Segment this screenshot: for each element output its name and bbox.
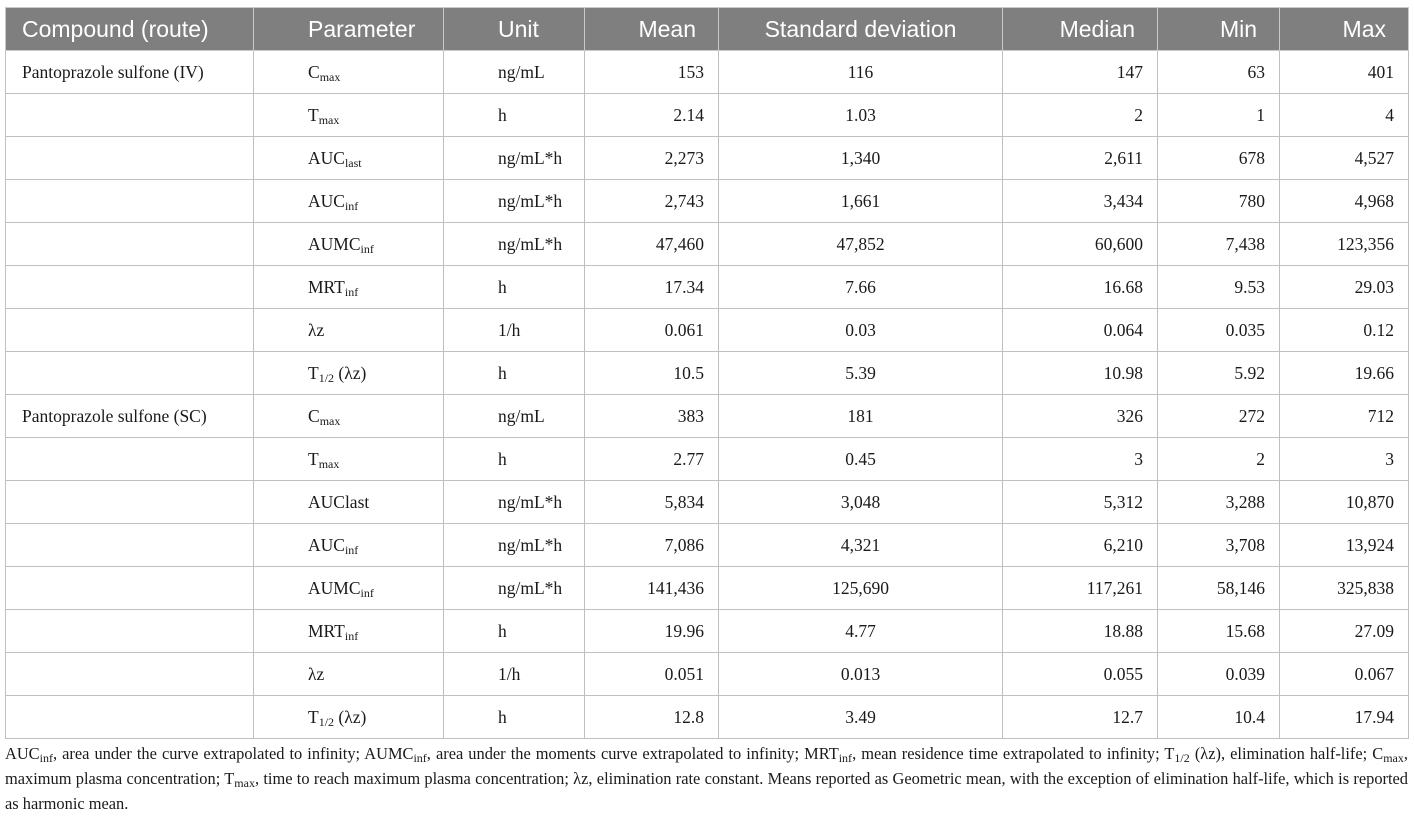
max-cell: 29.03 bbox=[1280, 266, 1409, 309]
sd-cell: 125,690 bbox=[719, 567, 1003, 610]
mean-cell: 153 bbox=[585, 51, 719, 94]
parameter-symbol: AUC bbox=[308, 147, 345, 168]
footnote-subscript: max bbox=[1383, 751, 1404, 765]
footnote-subscript: inf bbox=[413, 751, 427, 765]
unit-cell: ng/mL bbox=[444, 51, 585, 94]
header-median: Median bbox=[1003, 8, 1158, 51]
compound-cell bbox=[6, 653, 254, 696]
mean-cell: 12.8 bbox=[585, 696, 719, 739]
parameter-subscript: inf bbox=[344, 542, 359, 557]
min-cell: 272 bbox=[1158, 395, 1280, 438]
parameter-symbol: AUMC bbox=[308, 577, 361, 598]
median-cell: 10.98 bbox=[1003, 352, 1158, 395]
max-cell: 19.66 bbox=[1280, 352, 1409, 395]
parameter-subscript: inf bbox=[344, 284, 359, 299]
parameter-subscript: max bbox=[318, 456, 340, 471]
parameter-suffix: (λz) bbox=[334, 362, 367, 383]
footnote-text: , area under the curve extrapolated to infinity; AUMC bbox=[52, 744, 414, 763]
header-mean: Mean bbox=[585, 8, 719, 51]
median-cell: 18.88 bbox=[1003, 610, 1158, 653]
table-row bbox=[6, 481, 1409, 524]
footnote-text: AUC bbox=[5, 744, 40, 763]
parameter-cell bbox=[254, 438, 444, 481]
footnote-subscript: max bbox=[234, 776, 255, 790]
median-cell: 3,434 bbox=[1003, 180, 1158, 223]
parameter-cell bbox=[254, 567, 444, 610]
median-cell: 5,312 bbox=[1003, 481, 1158, 524]
unit-cell: ng/mL*h bbox=[444, 524, 585, 567]
mean-cell: 47,460 bbox=[585, 223, 719, 266]
median-cell: 2 bbox=[1003, 94, 1158, 137]
parameter-subscript: max bbox=[319, 69, 341, 84]
table-body bbox=[6, 51, 1409, 739]
table-row bbox=[6, 180, 1409, 223]
mean-cell: 141,436 bbox=[585, 567, 719, 610]
sd-cell: 1,661 bbox=[719, 180, 1003, 223]
median-cell: 16.68 bbox=[1003, 266, 1158, 309]
parameter-cell bbox=[254, 352, 444, 395]
parameter-subscript: last bbox=[344, 155, 362, 170]
compound-cell bbox=[6, 94, 254, 137]
min-cell: 3,708 bbox=[1158, 524, 1280, 567]
min-cell: 9.53 bbox=[1158, 266, 1280, 309]
max-cell: 401 bbox=[1280, 51, 1409, 94]
sd-cell: 181 bbox=[719, 395, 1003, 438]
parameter-cell bbox=[254, 51, 444, 94]
max-cell: 10,870 bbox=[1280, 481, 1409, 524]
unit-cell: h bbox=[444, 352, 585, 395]
min-cell: 3,288 bbox=[1158, 481, 1280, 524]
parameter-symbol: AUClast bbox=[308, 491, 370, 512]
compound-cell: Pantoprazole sulfone (SC) bbox=[6, 395, 254, 438]
footnote-subscript: inf bbox=[39, 751, 53, 765]
table-row bbox=[6, 352, 1409, 395]
table-row bbox=[6, 524, 1409, 567]
median-cell: 3 bbox=[1003, 438, 1158, 481]
unit-cell: ng/mL*h bbox=[444, 223, 585, 266]
table-row bbox=[6, 610, 1409, 653]
sd-cell: 47,852 bbox=[719, 223, 1003, 266]
parameter-subscript: max bbox=[318, 112, 340, 127]
min-cell: 678 bbox=[1158, 137, 1280, 180]
table-row bbox=[6, 696, 1409, 739]
footnote-text: , time to reach maximum plasma concentration; λz, elimination rate constant. Means reported as Geometric mean, with the exception of elimination half-life, which is reported as harmonic mean. bbox=[5, 769, 1408, 813]
sd-cell: 0.45 bbox=[719, 438, 1003, 481]
mean-cell: 2,743 bbox=[585, 180, 719, 223]
min-cell: 7,438 bbox=[1158, 223, 1280, 266]
header-min: Min bbox=[1158, 8, 1280, 51]
unit-cell: 1/h bbox=[444, 309, 585, 352]
header-compound: Compound (route) bbox=[6, 8, 254, 51]
parameter-symbol: AUC bbox=[308, 190, 345, 211]
max-cell: 123,356 bbox=[1280, 223, 1409, 266]
parameter-cell bbox=[254, 266, 444, 309]
header-max: Max bbox=[1280, 8, 1409, 51]
sd-cell: 0.013 bbox=[719, 653, 1003, 696]
mean-cell: 19.96 bbox=[585, 610, 719, 653]
unit-cell: h bbox=[444, 438, 585, 481]
parameter-cell bbox=[254, 137, 444, 180]
compound-cell bbox=[6, 137, 254, 180]
compound-cell bbox=[6, 352, 254, 395]
sd-cell: 3,048 bbox=[719, 481, 1003, 524]
mean-cell: 0.061 bbox=[585, 309, 719, 352]
table-row bbox=[6, 137, 1409, 180]
parameter-symbol: T bbox=[308, 706, 319, 727]
parameter-cell bbox=[254, 180, 444, 223]
unit-cell: 1/h bbox=[444, 653, 585, 696]
sd-cell: 7.66 bbox=[719, 266, 1003, 309]
parameter-cell bbox=[254, 94, 444, 137]
max-cell: 0.067 bbox=[1280, 653, 1409, 696]
median-cell: 147 bbox=[1003, 51, 1158, 94]
compound-cell bbox=[6, 610, 254, 653]
pk-parameters-table bbox=[5, 7, 1409, 739]
parameter-symbol: T bbox=[308, 104, 319, 125]
parameter-subscript: inf bbox=[344, 198, 359, 213]
max-cell: 4,968 bbox=[1280, 180, 1409, 223]
parameter-symbol: AUC bbox=[308, 534, 345, 555]
sd-cell: 4,321 bbox=[719, 524, 1003, 567]
parameter-suffix: (λz) bbox=[334, 706, 367, 727]
footnote-subscript: inf bbox=[838, 751, 853, 765]
compound-cell bbox=[6, 524, 254, 567]
footnote-text: (λz), elimination half-life; C bbox=[1189, 744, 1384, 763]
parameter-cell bbox=[254, 309, 444, 352]
parameter-symbol: λz bbox=[308, 319, 325, 340]
min-cell: 63 bbox=[1158, 51, 1280, 94]
median-cell: 12.7 bbox=[1003, 696, 1158, 739]
sd-cell: 5.39 bbox=[719, 352, 1003, 395]
max-cell: 325,838 bbox=[1280, 567, 1409, 610]
max-cell: 712 bbox=[1280, 395, 1409, 438]
median-cell: 326 bbox=[1003, 395, 1158, 438]
compound-cell bbox=[6, 438, 254, 481]
parameter-cell bbox=[254, 524, 444, 567]
mean-cell: 0.051 bbox=[585, 653, 719, 696]
max-cell: 27.09 bbox=[1280, 610, 1409, 653]
parameter-symbol: AUMC bbox=[308, 233, 361, 254]
min-cell: 0.035 bbox=[1158, 309, 1280, 352]
unit-cell: h bbox=[444, 610, 585, 653]
unit-cell: h bbox=[444, 696, 585, 739]
pk-table-container bbox=[5, 7, 1408, 739]
footnote-text: , mean residence time extrapolated to infinity; T bbox=[852, 744, 1175, 763]
unit-cell: ng/mL*h bbox=[444, 567, 585, 610]
unit-cell: ng/mL*h bbox=[444, 137, 585, 180]
unit-cell: ng/mL*h bbox=[444, 180, 585, 223]
unit-cell: h bbox=[444, 266, 585, 309]
min-cell: 2 bbox=[1158, 438, 1280, 481]
median-cell: 0.064 bbox=[1003, 309, 1158, 352]
parameter-cell bbox=[254, 696, 444, 739]
table-row bbox=[6, 309, 1409, 352]
mean-cell: 383 bbox=[585, 395, 719, 438]
parameter-symbol: C bbox=[308, 405, 320, 426]
mean-cell: 2.14 bbox=[585, 94, 719, 137]
sd-cell: 1,340 bbox=[719, 137, 1003, 180]
median-cell: 0.055 bbox=[1003, 653, 1158, 696]
sd-cell: 0.03 bbox=[719, 309, 1003, 352]
parameter-subscript: max bbox=[319, 413, 341, 428]
parameter-cell bbox=[254, 481, 444, 524]
table-row bbox=[6, 438, 1409, 481]
mean-cell: 10.5 bbox=[585, 352, 719, 395]
table-row bbox=[6, 51, 1409, 94]
compound-cell bbox=[6, 180, 254, 223]
max-cell: 0.12 bbox=[1280, 309, 1409, 352]
table-footnote bbox=[5, 741, 1408, 816]
min-cell: 10.4 bbox=[1158, 696, 1280, 739]
mean-cell: 2,273 bbox=[585, 137, 719, 180]
parameter-subscript: 1/2 bbox=[318, 714, 335, 729]
max-cell: 4,527 bbox=[1280, 137, 1409, 180]
header-parameter: Parameter bbox=[254, 8, 444, 51]
parameter-symbol: C bbox=[308, 61, 320, 82]
parameter-symbol: T bbox=[308, 448, 319, 469]
parameter-subscript: inf bbox=[360, 585, 374, 600]
median-cell: 2,611 bbox=[1003, 137, 1158, 180]
mean-cell: 7,086 bbox=[585, 524, 719, 567]
max-cell: 13,924 bbox=[1280, 524, 1409, 567]
compound-cell bbox=[6, 266, 254, 309]
min-cell: 1 bbox=[1158, 94, 1280, 137]
parameter-cell bbox=[254, 395, 444, 438]
footnote-text: , maximum plasma concentration; T bbox=[5, 744, 1408, 788]
min-cell: 0.039 bbox=[1158, 653, 1280, 696]
table-row bbox=[6, 653, 1409, 696]
parameter-subscript: inf bbox=[344, 628, 359, 643]
parameter-symbol: MRT bbox=[308, 276, 345, 297]
footnote-subscript: 1/2 bbox=[1174, 751, 1190, 765]
median-cell: 6,210 bbox=[1003, 524, 1158, 567]
table-row bbox=[6, 395, 1409, 438]
mean-cell: 2.77 bbox=[585, 438, 719, 481]
compound-cell bbox=[6, 481, 254, 524]
median-cell: 60,600 bbox=[1003, 223, 1158, 266]
parameter-symbol: T bbox=[308, 362, 319, 383]
sd-cell: 3.49 bbox=[719, 696, 1003, 739]
sd-cell: 1.03 bbox=[719, 94, 1003, 137]
table-row bbox=[6, 223, 1409, 266]
min-cell: 15.68 bbox=[1158, 610, 1280, 653]
unit-cell: h bbox=[444, 94, 585, 137]
header-unit: Unit bbox=[444, 8, 585, 51]
compound-cell bbox=[6, 567, 254, 610]
compound-cell bbox=[6, 223, 254, 266]
max-cell: 3 bbox=[1280, 438, 1409, 481]
parameter-cell bbox=[254, 653, 444, 696]
min-cell: 58,146 bbox=[1158, 567, 1280, 610]
min-cell: 780 bbox=[1158, 180, 1280, 223]
table-row bbox=[6, 266, 1409, 309]
table-row bbox=[6, 567, 1409, 610]
min-cell: 5.92 bbox=[1158, 352, 1280, 395]
table-row bbox=[6, 94, 1409, 137]
mean-cell: 17.34 bbox=[585, 266, 719, 309]
parameter-cell bbox=[254, 610, 444, 653]
parameter-symbol: MRT bbox=[308, 620, 345, 641]
mean-cell: 5,834 bbox=[585, 481, 719, 524]
unit-cell: ng/mL bbox=[444, 395, 585, 438]
max-cell: 4 bbox=[1280, 94, 1409, 137]
sd-cell: 4.77 bbox=[719, 610, 1003, 653]
compound-cell bbox=[6, 309, 254, 352]
compound-cell: Pantoprazole sulfone (IV) bbox=[6, 51, 254, 94]
compound-cell bbox=[6, 696, 254, 739]
parameter-subscript: inf bbox=[360, 241, 374, 256]
parameter-subscript: 1/2 bbox=[318, 370, 335, 385]
parameter-cell bbox=[254, 223, 444, 266]
median-cell: 117,261 bbox=[1003, 567, 1158, 610]
unit-cell: ng/mL*h bbox=[444, 481, 585, 524]
footnote-text: , area under the moments curve extrapolated to infinity; MRT bbox=[426, 744, 839, 763]
parameter-symbol: λz bbox=[308, 663, 325, 684]
sd-cell: 116 bbox=[719, 51, 1003, 94]
max-cell: 17.94 bbox=[1280, 696, 1409, 739]
header-row bbox=[6, 8, 1409, 51]
header-sd: Standard deviation bbox=[719, 8, 1003, 51]
